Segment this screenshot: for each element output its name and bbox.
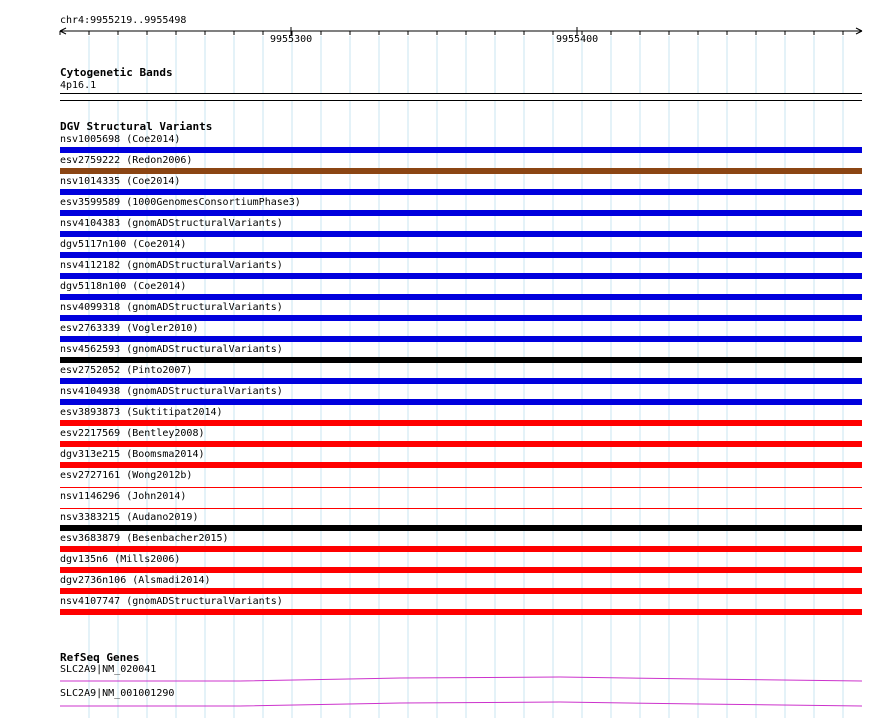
dgv-track-title[interactable]: DGV Structural Variants bbox=[60, 120, 213, 133]
variant-label[interactable]: esv2763339 (Vogler2010) bbox=[60, 323, 199, 334]
variant-label[interactable]: nsv4104383 (gnomADStructuralVariants) bbox=[60, 218, 283, 229]
cytoband-track-title[interactable]: Cytogenetic Bands bbox=[60, 66, 173, 79]
gene-intron-line bbox=[60, 677, 862, 681]
variant-label[interactable]: esv2752052 (Pinto2007) bbox=[60, 365, 193, 376]
variant-label[interactable]: dgv313e215 (Boomsma2014) bbox=[60, 449, 205, 460]
gene-intron-line bbox=[60, 702, 862, 706]
variant-label[interactable]: dgv5117n100 (Coe2014) bbox=[60, 239, 187, 250]
variant-label[interactable]: nsv1146296 (John2014) bbox=[60, 491, 187, 502]
variant-label[interactable]: esv3893873 (Suktitipat2014) bbox=[60, 407, 223, 418]
variant-label[interactable]: esv2727161 (Wong2012b) bbox=[60, 470, 193, 481]
variant-label[interactable]: esv2759222 (Redon2006) bbox=[60, 155, 193, 166]
variant-label[interactable]: nsv4099318 (gnomADStructuralVariants) bbox=[60, 302, 283, 313]
ruler-tick-label: 9955400 bbox=[556, 34, 599, 45]
region-label: chr4:9955219..9955498 bbox=[60, 15, 187, 26]
variant-label[interactable]: nsv1014335 (Coe2014) bbox=[60, 176, 181, 187]
variant-label[interactable]: nsv4112182 (gnomADStructuralVariants) bbox=[60, 260, 283, 271]
variant-label[interactable]: nsv4104938 (gnomADStructuralVariants) bbox=[60, 386, 283, 397]
variant-label[interactable]: esv3683879 (Besenbacher2015) bbox=[60, 533, 229, 544]
gene-label[interactable]: SLC2A9|NM_020041 bbox=[60, 664, 157, 675]
variant-label[interactable]: esv2217569 (Bentley2008) bbox=[60, 428, 205, 439]
cytoband-label: 4p16.1 bbox=[60, 80, 97, 91]
variant-label[interactable]: nsv1005698 (Coe2014) bbox=[60, 134, 181, 145]
variant-label[interactable]: dgv135n6 (Mills2006) bbox=[60, 554, 181, 565]
refseq-track-title[interactable]: RefSeq Genes bbox=[60, 651, 140, 664]
variant-label[interactable]: nsv4562593 (gnomADStructuralVariants) bbox=[60, 344, 283, 355]
ruler-tick-label: 9955300 bbox=[270, 34, 313, 45]
variant-label[interactable]: nsv3383215 (Audano2019) bbox=[60, 512, 199, 523]
variant-label[interactable]: esv3599589 (1000GenomesConsortiumPhase3) bbox=[60, 197, 301, 208]
variant-label[interactable]: nsv4107747 (gnomADStructuralVariants) bbox=[60, 596, 283, 607]
variant-label[interactable]: dgv5118n100 (Coe2014) bbox=[60, 281, 187, 292]
variant-label[interactable]: dgv2736n106 (Alsmadi2014) bbox=[60, 575, 211, 586]
gene-label[interactable]: SLC2A9|NM_001001290 bbox=[60, 688, 175, 699]
